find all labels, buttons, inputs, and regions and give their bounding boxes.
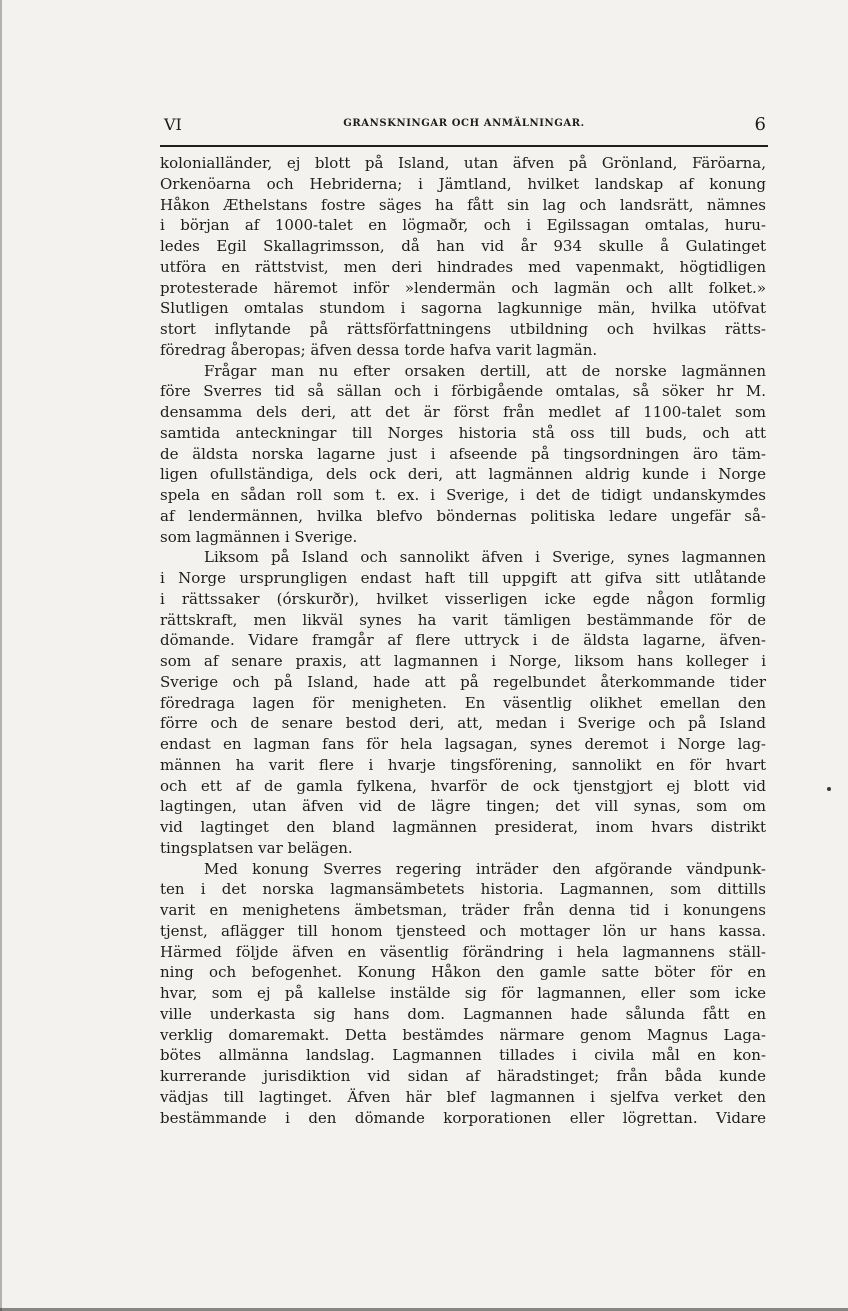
text-line: ville underkasta sig hans dom. Lagmannen hade sålunda fått en	[160, 1004, 766, 1023]
text-line: bötes allmänna landslag. Lagmannen tillades i civila mål en kon-	[160, 1046, 766, 1065]
margin-dot	[827, 787, 831, 791]
text-line: rättskraft, men likväl synes ha varit tämligen bestämmande för de	[160, 610, 766, 629]
text-line: förre och de senare bestod deri, att, medan i Sverige och på Island	[160, 714, 766, 733]
text-line: i början af 1000-talet en lögmaðr, och i Egilssagan omtalas, huru-	[160, 216, 766, 235]
header-rule	[160, 145, 768, 147]
text-line: samtida anteckningar till Norges historia stå oss till buds, och att	[160, 423, 766, 442]
text-line: de äldsta norska lagarne just i afseende på tingsordningen äro täm-	[160, 444, 766, 463]
page-number: 6	[754, 114, 766, 135]
text-line: som lagmännen i Sverige.	[160, 527, 358, 546]
text-line: ten i det norska lagmansämbetets historia. Lagmannen, som dittills	[160, 880, 766, 899]
section-numeral: VI	[164, 115, 182, 134]
page-left-edge	[0, 0, 2, 1311]
text-line: stort inflytande på rättsförfattningens utbildning och hvilkas rätts-	[160, 320, 766, 338]
text-line: densamma dels deri, att det är först från medlet af 1100-talet som	[160, 403, 766, 421]
text-line: i rättssaker (órskurðr), hvilket visserligen icke egde någon formlig	[160, 589, 766, 608]
text-line: Med konung Sverres regering inträder den afgörande vändpunk-	[204, 859, 766, 878]
text-line: utföra en rättstvist, men deri hindrades med vapenmakt, högtidligen	[160, 257, 766, 276]
text-line: föredraga lagen för menigheten. En väsentlig olikhet emellan den	[160, 693, 766, 712]
text-line: Håkon Æthelstans fostre säges ha fått sin lag och landsrätt, nämnes	[160, 195, 766, 214]
text-line: Orkenöarna och Hebriderna; i Jämtland, hvilket landskap af konung	[160, 174, 766, 193]
text-line: vädjas till lagtinget. Äfven här blef lagmannen i sjelfva verket den	[160, 1087, 766, 1106]
text-line: varit en menighetens ämbetsman, träder från denna tid i konungens	[160, 901, 766, 919]
text-line: kurrerande jurisdiktion vid sidan af häradstinget; från båda kunde	[160, 1067, 766, 1085]
text-line: Härmed följde äfven en väsentlig förändring i hela lagmannens ställ-	[160, 942, 766, 961]
text-line: tingsplatsen var belägen.	[160, 838, 353, 857]
text-line: och ett af de gamla fylkena, hvarför de ock tjenstgjort ej blott vid	[160, 776, 766, 795]
text-line: Slutligen omtalas stundom i sagorna lagkunnige män, hvilka utöfvat	[160, 299, 766, 318]
running-title: GRANSKNINGAR OCH ANMÄLNINGAR.	[343, 118, 585, 129]
text-line: männen ha varit flere i hvarje tingsförening, sannolikt en för hvart	[160, 755, 766, 774]
text-line: ledes Egil Skallagrimsson, då han vid år 934 skulle å Gulatinget	[160, 237, 766, 255]
text-line: Frågar man nu efter orsaken dertill, att de norske lagmännen	[204, 361, 766, 380]
text-line: protesterade häremot inför »lendermän och lagmän och allt folket.»	[160, 278, 766, 297]
text-line: Sverige och på Island, hade att på regelbundet återkommande tider	[160, 672, 766, 691]
text-line: vid lagtinget den bland lagmännen presiderat, inom hvars distrikt	[160, 818, 766, 836]
text-line: hvar, som ej på kallelse instälde sig för lagmannen, eller som icke	[160, 984, 766, 1002]
text-line: spela en sådan roll som t. ex. i Sverige, i det de tidigt undanskymdes	[160, 486, 766, 504]
text-line: Liksom på Island och sannolikt äfven i Sverige, synes lagmannen	[204, 548, 766, 567]
text-line: bestämmande i den dömande korporationen eller lögrettan. Vidare	[160, 1108, 766, 1127]
text-line: tjenst, aflägger till honom tjensteed och mottager lön ur hans kassa.	[160, 921, 766, 940]
text-line: ning och befogenhet. Konung Håkon den gamle satte böter för en	[160, 963, 766, 982]
text-line: föredrag åberopas; äfven dessa torde hafva varit lagmän.	[160, 340, 598, 359]
text-line: lagtingen, utan äfven vid de lägre tingen; det vill synas, som om	[160, 797, 766, 816]
text-line: af lendermännen, hvilka blefvo böndernas politiska ledare ungefär så-	[160, 506, 766, 525]
text-line: endast en lagman fans för hela lagsagan, synes deremot i Norge lag-	[160, 735, 766, 753]
text-line: som af senare praxis, att lagmannen i Norge, liksom hans kolleger i	[160, 652, 766, 670]
body-text	[160, 153, 766, 1128]
text-line: före Sverres tid så sällan och i förbigående omtalas, så söker hr M.	[160, 382, 766, 401]
text-line: verklig domaremakt. Detta bestämdes närmare genom Magnus Laga-	[160, 1025, 766, 1044]
running-head	[160, 115, 768, 139]
text-line: i Norge ursprungligen endast haft till uppgift att gifva sitt utlåtande	[160, 569, 766, 587]
text-line: dömande. Vidare framgår af flere uttryck i de äldsta lagarne, äfven-	[160, 631, 766, 650]
text-line: ligen ofullständiga, dels ock deri, att lagmännen aldrig kunde i Norge	[160, 465, 766, 484]
text-line: kolonialländer, ej blott på Island, utan äfven på Grönland, Färöarna,	[160, 154, 766, 172]
